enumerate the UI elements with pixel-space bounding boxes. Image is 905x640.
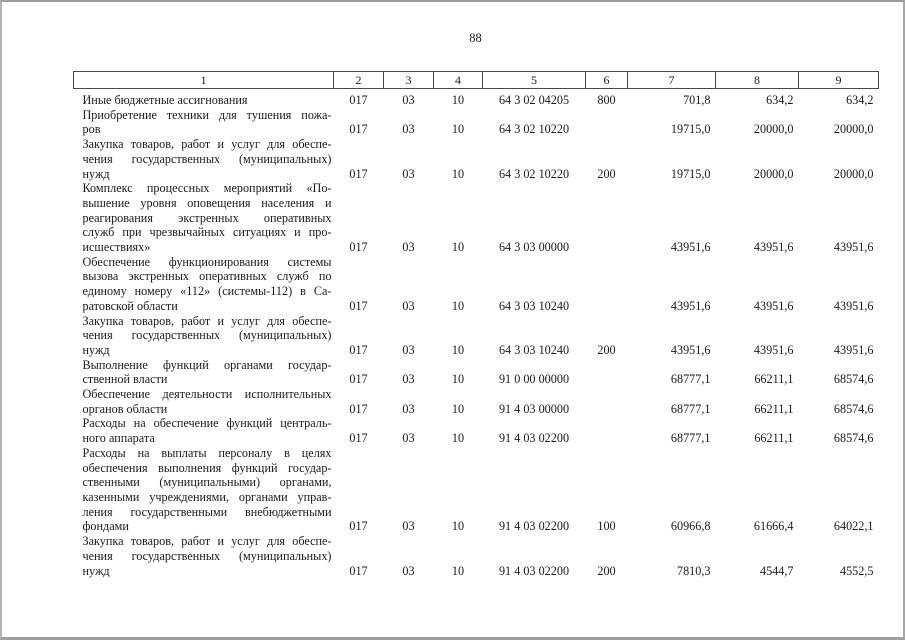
table-row <box>74 314 879 358</box>
cell-amount-year-1: 7810,3 <box>676 563 711 578</box>
description-line: Расходы на выплаты персоналу в целях <box>82 445 332 460</box>
cell-amount-year-3: 64022,1 <box>833 519 874 534</box>
header-cell-9: 9 <box>799 72 879 89</box>
cell-amount-year-1: 43951,6 <box>670 240 711 255</box>
cell-target-article-code: 91 0 00 00000 <box>498 372 570 387</box>
header-cell-4: 4 <box>434 72 483 89</box>
cell-amount-year-1: 60966,8 <box>670 519 711 534</box>
cell-razdel-code: 03 <box>402 563 415 578</box>
header-cell-7: 7 <box>628 72 716 89</box>
cell-expense-type-code <box>586 181 628 255</box>
cell-grbs-code: 017 <box>349 240 368 255</box>
cell-podrazdel-code: 10 <box>451 519 465 534</box>
description-line: нужд <box>82 563 110 578</box>
cell-description <box>74 255 334 314</box>
cell-grbs-code: 017 <box>349 563 368 578</box>
cell-podrazdel-code: 10 <box>451 166 465 181</box>
description-line: ров <box>82 122 101 137</box>
cell-razdel-code: 03 <box>402 298 415 313</box>
cell-amount-year-2: 4544,7 <box>759 563 794 578</box>
cell-description <box>74 314 334 358</box>
cell-amount-year-3: 68574,6 <box>833 401 874 416</box>
cell-amount-year-2: 66211,1 <box>754 372 794 387</box>
cell-amount-year-1: 68777,1 <box>670 401 711 416</box>
description-line: Обеспечение деятельности исполнительных <box>82 387 332 402</box>
cell-description <box>74 358 334 387</box>
cell-description <box>74 89 334 108</box>
description-line: чения государственных (муниципальных) <box>82 328 332 343</box>
description-line: ственными (муниципальными) органами, <box>82 475 332 490</box>
description-line: Выполнение функций органами государ- <box>82 357 332 372</box>
description-line: фондами <box>82 519 129 534</box>
cell-amount-year-1: 19715,0 <box>670 122 711 137</box>
table-row <box>74 108 879 137</box>
header-cell-6: 6 <box>586 72 628 89</box>
description-line: Закупка товаров, работ и услуг для обеспе- <box>82 534 332 549</box>
description-line: служб при чрезвычайных ситуациях и про- <box>82 225 332 240</box>
description-line: обеспечения выполнения функций государ- <box>82 460 332 475</box>
table-row <box>74 137 879 181</box>
cell-grbs-code: 017 <box>349 431 368 446</box>
cell-razdel-code: 03 <box>402 166 415 181</box>
cell-target-article-code: 64 3 03 10240 <box>498 298 570 313</box>
cell-podrazdel-code: 10 <box>451 342 465 357</box>
description-line: вызова экстренных оперативных служб по <box>82 269 332 284</box>
table-header-row <box>74 72 879 89</box>
cell-target-article-code: 64 3 03 10240 <box>498 342 570 357</box>
cell-expense-type-code: 200 <box>597 342 616 357</box>
description-line: ного аппарата <box>82 431 155 446</box>
cell-target-article-code: 64 3 03 00000 <box>498 240 570 255</box>
cell-description <box>74 534 334 578</box>
description-line: нужд <box>82 166 110 181</box>
cell-razdel-code: 03 <box>402 93 415 107</box>
cell-expense-type-code <box>586 387 628 416</box>
description-line: органов области <box>82 401 168 416</box>
cell-expense-type-code: 200 <box>597 166 616 181</box>
cell-grbs-code: 017 <box>349 298 368 313</box>
cell-target-article-code: 91 4 03 02200 <box>498 431 570 446</box>
cell-expense-type-code: 800 <box>597 93 616 107</box>
cell-amount-year-3: 20000,0 <box>833 122 874 137</box>
cell-amount-year-3: 43951,6 <box>833 240 874 255</box>
table-row <box>74 181 879 255</box>
description-line: чения государственных (муниципальных) <box>82 548 332 563</box>
cell-amount-year-3: 68574,6 <box>833 372 874 387</box>
table-row <box>74 387 879 416</box>
description-line: исшествиях» <box>82 240 151 255</box>
header-cell-1: 1 <box>74 72 334 89</box>
header-cell-3: 3 <box>384 72 434 89</box>
cell-amount-year-1: 43951,6 <box>670 298 711 313</box>
description-line: Закупка товаров, работ и услуг для обеспе- <box>82 137 332 152</box>
cell-expense-type-code: 200 <box>597 563 616 578</box>
cell-amount-year-2: 66211,1 <box>754 401 794 416</box>
cell-description <box>74 387 334 416</box>
description-line: Расходы на обеспечение функций централь- <box>82 416 332 431</box>
cell-amount-year-3: 20000,0 <box>833 166 874 181</box>
cell-amount-year-1: 19715,0 <box>670 166 711 181</box>
cell-grbs-code: 017 <box>349 342 368 357</box>
cell-expense-type-code <box>586 358 628 387</box>
description-line: вышение уровня оповещения населения и <box>82 195 332 210</box>
table-row <box>74 89 879 108</box>
cell-razdel-code: 03 <box>402 342 415 357</box>
cell-description <box>74 446 334 534</box>
cell-amount-year-2: 43951,6 <box>753 240 794 255</box>
cell-podrazdel-code: 10 <box>451 372 465 387</box>
description-line: Иные бюджетные ассигнования <box>82 93 248 107</box>
cell-amount-year-2: 61666,4 <box>753 519 794 534</box>
table-row <box>74 255 879 314</box>
cell-description <box>74 416 334 445</box>
description-line: чения государственных (муниципальных) <box>82 151 332 166</box>
description-line: казенными учреждениями, органами управ- <box>82 489 332 504</box>
header-cell-2: 2 <box>334 72 384 89</box>
cell-podrazdel-code: 10 <box>451 298 465 313</box>
description-line: Обеспечение функционирования системы <box>82 254 332 269</box>
cell-grbs-code: 017 <box>349 166 368 181</box>
table-row <box>74 446 879 534</box>
cell-amount-year-2: 43951,6 <box>753 342 794 357</box>
cell-grbs-code: 017 <box>349 401 368 416</box>
cell-amount-year-1: 68777,1 <box>670 372 711 387</box>
cell-razdel-code: 03 <box>402 401 415 416</box>
table-row <box>74 534 879 578</box>
cell-expense-type-code <box>586 108 628 137</box>
cell-amount-year-3: 43951,6 <box>833 298 874 313</box>
description-line: единому номеру «112» (системы-112) в Са- <box>82 284 332 299</box>
description-line: нужд <box>82 342 110 357</box>
cell-grbs-code: 017 <box>349 93 368 107</box>
cell-target-article-code: 64 3 02 10220 <box>498 122 570 137</box>
cell-amount-year-2: 634,2 <box>766 93 794 107</box>
cell-description <box>74 108 334 137</box>
cell-description <box>74 137 334 181</box>
cell-razdel-code: 03 <box>402 122 415 137</box>
cell-target-article-code: 64 3 02 10220 <box>498 166 570 181</box>
cell-amount-year-1: 701,8 <box>683 93 711 107</box>
cell-grbs-code: 017 <box>349 122 368 137</box>
cell-amount-year-3: 634,2 <box>846 93 874 107</box>
cell-expense-type-code: 100 <box>597 519 616 534</box>
description-line: ственной власти <box>82 372 168 387</box>
cell-amount-year-1: 68777,1 <box>670 431 711 446</box>
cell-amount-year-2: 20000,0 <box>753 166 794 181</box>
table-row <box>74 358 879 387</box>
cell-podrazdel-code: 10 <box>451 93 465 107</box>
cell-grbs-code: 017 <box>349 519 368 534</box>
description-line: Комплекс процессных мероприятий «По- <box>82 181 332 196</box>
cell-razdel-code: 03 <box>402 372 415 387</box>
description-line: Приобретение техники для тушения пожа- <box>82 107 332 122</box>
description-line: ления государственными внебюджетными <box>82 504 332 519</box>
cell-amount-year-2: 66211,1 <box>754 431 794 446</box>
cell-target-article-code: 91 4 03 02200 <box>498 563 570 578</box>
cell-amount-year-1: 43951,6 <box>670 342 711 357</box>
cell-amount-year-2: 43951,6 <box>753 298 794 313</box>
cell-grbs-code: 017 <box>349 372 368 387</box>
budget-table <box>73 71 879 578</box>
cell-podrazdel-code: 10 <box>451 401 465 416</box>
header-cell-8: 8 <box>716 72 799 89</box>
page-number: 88 <box>469 31 482 45</box>
cell-razdel-code: 03 <box>402 240 415 255</box>
cell-amount-year-2: 20000,0 <box>753 122 794 137</box>
cell-podrazdel-code: 10 <box>451 563 465 578</box>
cell-description <box>74 181 334 255</box>
cell-amount-year-3: 4552,5 <box>839 563 874 578</box>
cell-target-article-code: 91 4 03 02200 <box>498 519 570 534</box>
table-body <box>74 89 879 579</box>
cell-podrazdel-code: 10 <box>451 122 465 137</box>
cell-target-article-code: 64 3 02 04205 <box>498 93 570 107</box>
cell-expense-type-code <box>586 255 628 314</box>
table-row <box>74 416 879 445</box>
header-cell-5: 5 <box>483 72 586 89</box>
cell-amount-year-3: 43951,6 <box>833 342 874 357</box>
cell-podrazdel-code: 10 <box>451 240 465 255</box>
cell-razdel-code: 03 <box>402 431 415 446</box>
cell-razdel-code: 03 <box>402 519 415 534</box>
cell-amount-year-3: 68574,6 <box>833 431 874 446</box>
cell-expense-type-code <box>586 416 628 445</box>
description-line: ратовской области <box>82 298 178 313</box>
cell-target-article-code: 91 4 03 00000 <box>498 401 570 416</box>
description-line: реагирования экстренных оперативных <box>82 210 332 225</box>
cell-podrazdel-code: 10 <box>451 431 465 446</box>
description-line: Закупка товаров, работ и услуг для обеспе- <box>82 313 332 328</box>
